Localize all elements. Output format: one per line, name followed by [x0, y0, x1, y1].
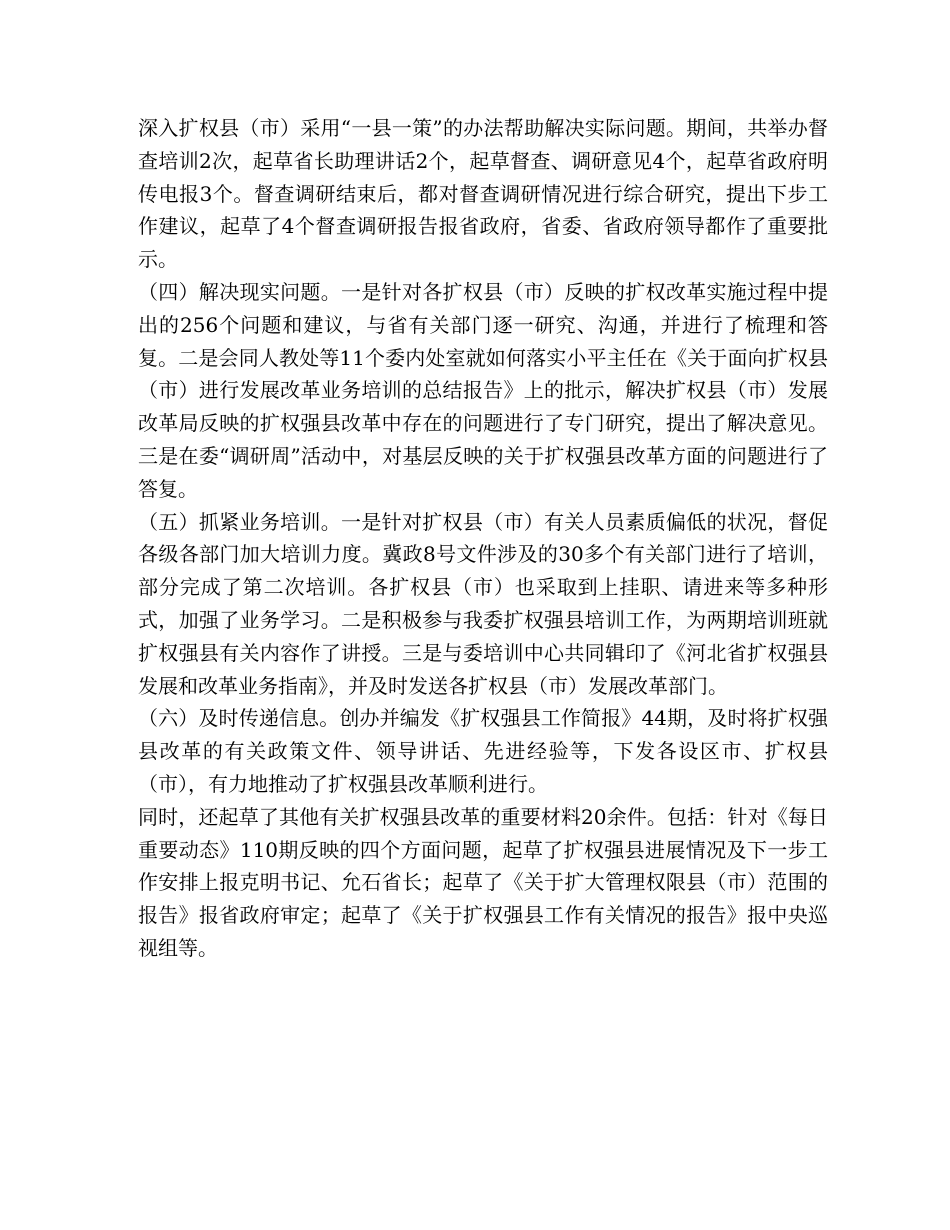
paragraph-business-training: （五）抓紧业务培训。一是针对扩权县（市）有关人员素质偏低的状况，督促各级各部门加大培训力度。冀政8号文件涉及的30多个有关部门进行了培训，部分完成了第二次培训。各扩权县（市）也采取到上挂职、请进来等多种形式，加强了业务学习。二是积极参与我委扩权强县培训工作，为两期培训班就扩权强县有关内容作了讲授。三是与委培训中心共同辑印了《河北省扩权强县发展和改革业务指南》，并及时发送各扩权县（市）发展改革部门。 [138, 509, 828, 698]
document-body [138, 112, 828, 965]
paragraph-solve-problems: （四）解决现实问题。一是针对各扩权县（市）反映的扩权改革实施过程中提出的256个问题和建议，与省有关部门逐一研究、沟通，并进行了梳理和答复。二是会同人教处等11个委内处室就如何落实小平主任在《关于面向扩权县（市）进行发展改革业务培训的总结报告》上的批示，解决扩权县（市）发展改革局反映的扩权强县改革中存在的问题进行了专门研究，提出了解决意见。三是在委“调研周”活动中，对基层反映的关于扩权强县改革方面的问题进行了答复。 [138, 279, 828, 501]
paragraph-other-materials: 同时，还起草了其他有关扩权强县改革的重要材料20余件。包括：针对《每日重要动态》110期反映的四个方面问题，起草了扩权强县进展情况及下一步工作安排上报克明书记、允石省长；起草了《关于扩大管理权限县（市）范围的报告》报省政府审定；起草了《关于扩权强县工作有关情况的报告》报中央巡视组等。 [138, 804, 828, 960]
paragraph-information-delivery: （六）及时传递信息。创办并编发《扩权强县工作简报》44期，及时将扩权强县改革的有关政策文件、领导讲话、先进经验等，下发各设区市、扩权县（市），有力地推动了扩权强县改革顺利进行。 [138, 706, 828, 796]
paragraph-supervision-research: 深入扩权县（市）采用“一县一策”的办法帮助解决实际问题。期间，共举办督查培训2次，起草省长助理讲话2个，起草督查、调研意见4个，起草省政府明传电报3个。督查调研结束后，都对督查调研情况进行综合研究，提出下步工作建议，起草了4个督查调研报告报省政府，省委、省政府领导都作了重要批示。 [138, 116, 828, 272]
